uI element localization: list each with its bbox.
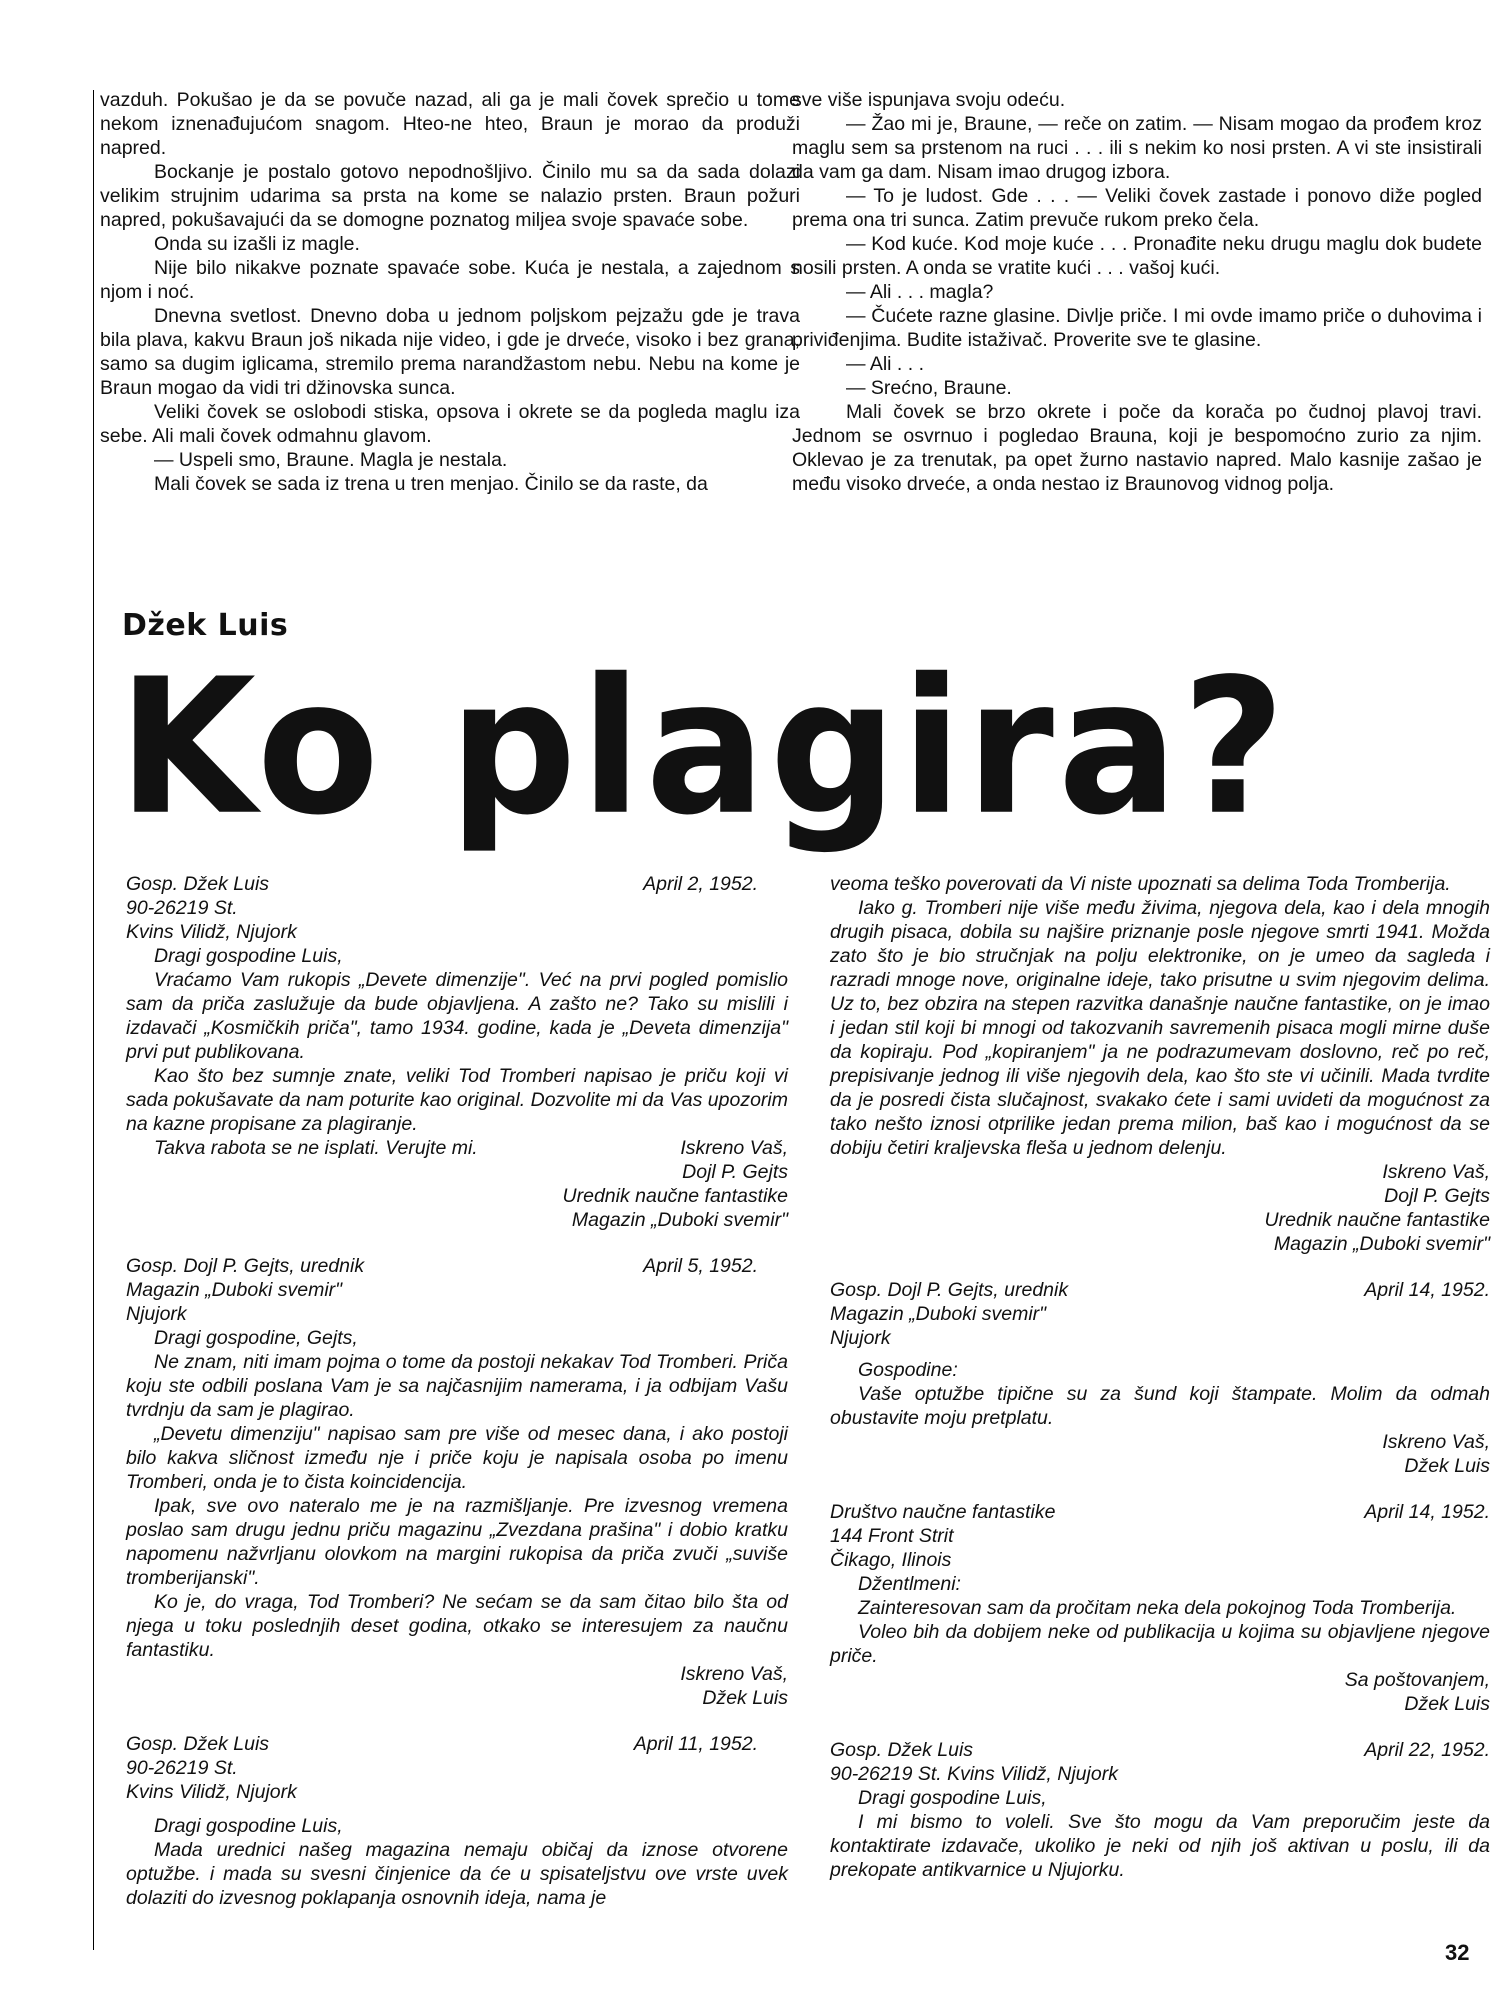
letter-paragraph: Vaše optužbe tipične su za šund koji štampate. Molim da odmah obustavite moju pretplatu. [830,1383,1490,1429]
letter-paragraph: Iako g. Tromberi nije više među živima, njegova dela, kao i dela mnogih drugih pisaca, dobila su najšire priznanje posle njegove smrti 1941. Možda zato što je bio stručnjak na polju elektronike, on je umeo da sagleda i razradi mnoge nove, originalne ideje, tako prisutne u svim njegovim delima. Uz to, bez obzira na stepen razvitka današnje naučne fantastike, on je imao i jedan stil koji bi mnogi od takozvanih savremenih pisaca mogli mirne duše da kopiraju. Pod „kopiranjem" ja ne podrazumevam doslovno, reč po reč, prepisivanje jednog ili više njegovih dela, kao što ste vi učinili. Mada tvrdite da je posredi čista slučajnost, svakako ćete i sami uvideti da mogućnost za tako nešto iznosi otprilike jedan prema milion, baš kao i mogućnost da se dobiju četiri kraljevska fleša u jednom delenju. [830,897,1490,1159]
letter-paragraph: Ipak, sve ovo nateralo me je na razmišljanje. Pre izvesnog vremena poslao sam drugu jednu priču magazinu „Zvezdana prašina" i dobio kratku napomenu nažvrljanu olovkom na margini rukopisa da priča zvuči „suviše tromberijanski". [126,1495,788,1589]
article-author: Džek Luis [122,608,289,643]
letter-paragraph: Ko je, do vraga, Tod Tromberi? Ne sećam se da sam čitao bilo šta od njega u toku poslednjih deset godina, otkako se interesujem za naučnu fantastiku. [126,1591,788,1661]
letter-signature: Iskreno Vaš, Džek Luis [680,1663,788,1709]
letter-paragraph: Voleo bih da dobijem neke od publikacija u kojima su objavljene njegove priče. [830,1621,1490,1667]
letter-signature: Iskreno Vaš, Dojl P. Gejts Urednik naučne fantastike Magazin „Duboki svemir" [1264,1161,1490,1255]
letter-salutation: Dragi gospodine Luis, [858,1787,1047,1809]
story-paragraph: — Čućete razne glasine. Divlje priče. I mi ovde imamo priče o duhovima i priviđenjima. Budite istaživač. Proverite sve te glasine. [792,305,1482,351]
letter-paragraph: veoma teško poverovati da Vi niste upoznati sa delima Toda Tromberija. [830,873,1451,895]
letter-paragraph: Zainteresovan sam da pročitam neka dela pokojnog Toda Tromberija. [858,1597,1457,1619]
letter-6 [830,1738,1490,1882]
letter-date: April 2, 1952. [643,873,758,895]
letter-3 [126,1732,788,1910]
story-paragraph: — Ali . . . [846,353,925,375]
letters-column-left [126,872,788,1932]
story-paragraph: Dnevna svetlost. Dnevno doba u jednom poljskom pejzažu gde je trava bila plava, kakvu Braun još nikada nije video, i gde je drveće, visoko i bez grana, samo sa dugim iglicama, stremilo prema narandžastom nebu. Nebu na kome je Braun mogao da vidi tri džinovska sunca. [100,305,800,399]
letter-5 [830,1500,1490,1716]
letter-date: April 22, 1952. [1364,1739,1490,1761]
story-paragraph: sve više ispunjava svoju odeću. [792,89,1066,111]
page-number: 32 [1445,1940,1470,1965]
letter-date: April 14, 1952. [1364,1279,1490,1301]
letter-address: Gosp. Dojl P. Gejts, urednik Magazin „Duboki svemir" Njujork [126,1255,365,1325]
story-paragraph: Nije bilo nikakve poznate spavaće sobe. Kuća je nestala, a zajednom s njom i noć. [100,257,800,303]
story-paragraph: vazduh. Pokušao je da se povuče nazad, ali ga je mali čovek sprečio u tome nekom iznenađujućom snagom. Hteo-ne hteo, Braun je morao da produži napred. [100,89,800,159]
letter-address: Gosp. Džek Luis 90-26219 St. Kvins Vilidž, Njujork [830,1739,1118,1785]
story-paragraph: — Srećno, Braune. [846,377,1012,399]
story-paragraph: Bockanje je postalo gotovo nepodnošljivo. Činilo mu sa da sada dolazi velikim strujnim udarima sa prsta na kome se nalazio prsten. Braun požuri napred, pokušavajući da se domogne poznatog miljea svoje spavaće sobe. [100,161,800,231]
letter-signature: Sa poštovanjem, Džek Luis [1344,1669,1490,1715]
letter-signature: Iskreno Vaš, Džek Luis [1382,1431,1490,1477]
story-column-right [792,88,1482,496]
letter-salutation: Dragi gospodine Luis, [154,1815,343,1837]
letter-signature: Iskreno Vaš, Dojl P. Gejts Urednik naučne fantastike Magazin „Duboki svemir" [562,1137,788,1231]
letter-paragraph: Mada urednici našeg magazina nemaju običaj da iznose otvorene optužbe. i mada su svesni činjenice da će u spisateljstvu ove vrste uvek dolaziti do izvesnog poklapanja osnovnih ideja, nama je [126,1839,788,1909]
letter-salutation: Dragi gospodine Luis, [154,945,343,967]
letter-address: Gosp. Dojl P. Gejts, urednik Magazin „Duboki svemir" Njujork [830,1279,1069,1349]
left-margin-rule [93,90,94,1950]
story-paragraph: Veliki čovek se oslobodi stiska, opsova i okrete se da pogleda maglu iza sebe. Ali mali čovek odmahnu glavom. [100,401,800,447]
letter-paragraph: Ne znam, niti imam pojma o tome da postoji nekakav Tod Tromberi. Priča koju ste odbili poslana Vam je sa najčasnijim namerama, i ja odbijam Vašu tvrdnju da sam je plagirao. [126,1351,788,1421]
letter-date: April 14, 1952. [1364,1501,1490,1523]
story-paragraph: Onda su izašli iz magle. [154,233,360,255]
story-paragraph: Mali čovek se brzo okrete i poče da korača po čudnoj plavoj travi. Jednom se osvrnuo i pogledao Brauna, koji je bespomoćno zurio za njim. Oklevao je za trenutak, pa opet žurno nastavio napred. Malo kasnije zašao je među visoko drveće, a onda nestao iz Braunovog vidnog polja. [792,401,1482,495]
letter-address: Gosp. Džek Luis 90-26219 St. Kvins Vilidž, Njujork [126,873,297,943]
letter-4 [830,1278,1490,1478]
letter-salutation: Džentlmeni: [858,1573,961,1595]
story-paragraph: — Uspeli smo, Braune. Magla je nestala. [154,449,508,471]
letter-2 [126,1254,788,1710]
letter-paragraph: I mi bismo to voleli. Sve što mogu da Vam preporučim jeste da kontaktirate izdavače, ukoliko je neki od njih još aktivan u poslu, ili da prekopate antikvarnice u Njujorku. [830,1811,1490,1881]
letter-paragraph: Vraćamo Vam rukopis „Devete dimenzije". Već na prvi pogled pomislio sam da priča zaslužuje da bude objavljena. A zašto ne? Tako su mislili i izdavači „Kosmičkih priča", tamo 1934. godine, kada je „Deveta dimenzija" prvi put publikovana. [126,969,788,1063]
letter-date: April 5, 1952. [643,1255,758,1277]
story-paragraph: — Žao mi je, Braune, — reče on zatim. — Nisam mogao da prođem kroz maglu sem sa prstenom na ruci . . . ili s nekim ko nosi prsten. A vi ste insistirali da vam ga dam. Nisam imao drugog izbora. [792,113,1482,183]
letters-column-right [830,872,1490,1904]
article-title: Ko plagira? [118,638,1290,856]
story-paragraph: Mali čovek se sada iz trena u tren menjao. Činilo se da raste, da [154,473,708,495]
letter-salutation: Gospodine: [858,1359,958,1381]
letter-salutation: Dragi gospodine, Gejts, [154,1327,358,1349]
letter-closing: Takva rabota se ne isplati. Verujte mi. [154,1137,478,1159]
letter-date: April 11, 1952. [633,1733,758,1755]
story-paragraph: — Kod kuće. Kod moje kuće . . . Pronađite neku drugu maglu dok budete nosili prsten. A onda se vratite kući . . . vašoj kući. [792,233,1482,279]
story-column-left [100,88,800,496]
letter-address: Društvo naučne fantastike 144 Front Strit Čikago, Ilinois [830,1501,1056,1571]
letter-paragraph: Kao što bez sumnje znate, veliki Tod Tromberi napisao je priču koji vi sada pokušavate da nam poturite kao original. Dozvolite mi da Vas upozorim na kazne propisane za plagiranje. [126,1065,788,1135]
letter-1 [126,872,788,1232]
letter-address: Gosp. Džek Luis 90-26219 St. Kvins Vilidž, Njujork [126,1733,297,1803]
story-paragraph: — To je ludost. Gde . . . — Veliki čovek zastade i ponovo diže pogled prema ona tri sunca. Zatim prevuče rukom preko čela. [792,185,1482,231]
story-paragraph: — Ali . . . magla? [846,281,994,303]
letter-paragraph: „Devetu dimenziju" napisao sam pre više od mesec dana, i ako postoji bilo kakva sličnost između nje i priče koju je napisala osoba po imenu Tromberi, onda je to čista koincidencija. [126,1423,788,1493]
letter-3-continued [830,872,1490,1256]
